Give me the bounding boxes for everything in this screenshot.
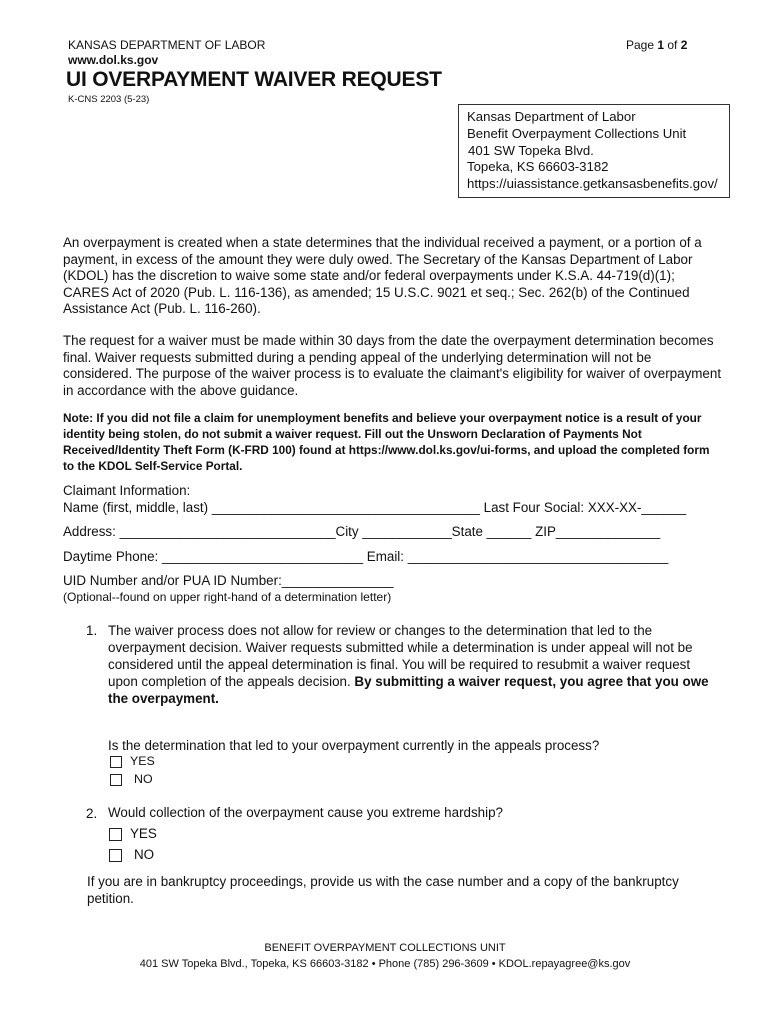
department-website: www.dol.ks.gov (68, 53, 159, 67)
claimant-heading: Claimant Information: (63, 483, 191, 498)
appeal-no-checkbox[interactable] (110, 774, 122, 786)
phone-email-field[interactable]: Daytime Phone: ___________________________ Email: ___________________________________ (63, 549, 669, 564)
address-line: Topeka, KS 66603-3182 (467, 159, 609, 175)
question-1-agreement: By submitting a waiver request, you agree that you owe the overpayment. (108, 674, 709, 706)
address-url: https://uiassistance.getkansasbenefits.gov/ (467, 176, 718, 192)
bankruptcy-instructions: If you are in bankruptcy proceedings, provide us with the case number and a copy of the bankruptcy petition. (87, 874, 679, 906)
name-field[interactable]: Name (first, middle, last) ____________________________________ Last Four Social: XXX-XX-______ (63, 500, 687, 515)
appeal-question: Is the determination that led to your overpayment currently in the appeals process? (108, 738, 600, 753)
intro-paragraph: An overpayment is created when a state determines that the individual received a payment, or a portion of a payment, in excess of the amount they were duly owed. The Secretary of the Kansas Department of Labor (KDOL) has the discretion to waive some state and/or federal overpayments under K.S.A. 44-719(d)(1); CARES Act of 2020 (Pub. L. 116-136), as amended; 15 U.S.C. 9021 et seq.; Sec. 262(b) of the Continued Assistance Act (Pub. L. 116-260). (63, 235, 702, 317)
appeal-yes-checkbox[interactable] (110, 756, 122, 768)
department-name: KANSAS DEPARTMENT OF LABOR (68, 38, 266, 52)
question-1-number: 1. (86, 623, 98, 638)
mailing-address-box (458, 104, 730, 198)
uid-field[interactable]: UID Number and/or PUA ID Number:_______________ (63, 573, 394, 588)
question-1-body: The waiver process does not allow for review or changes to the determination that led to the overpayment decision. Waiver requests submitted while a determination is under appeal will not be considered until the appeal determination is final. You will be required to resubmit a waiver request upon completion of the appeals decision. (108, 623, 693, 689)
question-1-text (108, 622, 718, 707)
address-line: Benefit Overpayment Collections Unit (467, 125, 687, 141)
footer-unit: BENEFIT OVERPAYMENT COLLECTIONS UNIT (264, 942, 506, 954)
hardship-yes-checkbox[interactable] (109, 828, 122, 841)
question-2-text: Would collection of the overpayment cause you extreme hardship? (108, 805, 503, 820)
page-prefix: Page (626, 38, 658, 52)
page-number (626, 38, 687, 52)
waiver-paragraph: The request for a waiver must be made within 30 days from the date the overpayment determination becomes final. Waiver requests submitted during a pending appeal of the underlying determination will not be considered. The purpose of the waiver process is to evaluate the claimant's eligibility for waiver of overpayment in accordance with the above guidance. (63, 333, 722, 398)
hardship-no-checkbox[interactable] (109, 849, 122, 862)
form-number: K-CNS 2203 (5-23) (68, 94, 150, 105)
identity-theft-note: Note: If you did not file a claim for unemployment benefits and believe your overpayment notice is a result of your identity being stolen, do not submit a waiver request. Fill out the Unsworn Declaration of Payments Not Received/Identity Theft Form (K-FRD 100) found at https://www.dol.ks.gov/ui-forms, and upload the completed form to the KDOL Self-Service Portal. (63, 411, 710, 473)
appeal-no-label: NO (134, 772, 153, 786)
question-2-number: 2. (86, 806, 98, 821)
hardship-yes-label: YES (130, 826, 157, 841)
address-line: Kansas Department of Labor (467, 109, 636, 124)
footer-contact: 401 SW Topeka Blvd., Topeka, KS 66603-3182 • Phone (785) 296-3609 • KDOL.repayagree@ks.gov (139, 958, 631, 970)
address-field[interactable]: Address: _____________________________City ____________State ______ ZIP______________ (63, 524, 661, 539)
page-current: 1 (657, 38, 665, 52)
appeal-yes-label: YES (130, 754, 155, 768)
page-of: of (664, 38, 681, 52)
uid-optional-note: (Optional--found on upper right-hand of a determination letter) (63, 590, 392, 604)
hardship-no-label: NO (134, 847, 155, 862)
address-line: 401 SW Topeka Blvd. (468, 142, 594, 158)
form-title: UI OVERPAYMENT WAIVER REQUEST (66, 68, 442, 91)
page-total: 2 (680, 38, 688, 52)
